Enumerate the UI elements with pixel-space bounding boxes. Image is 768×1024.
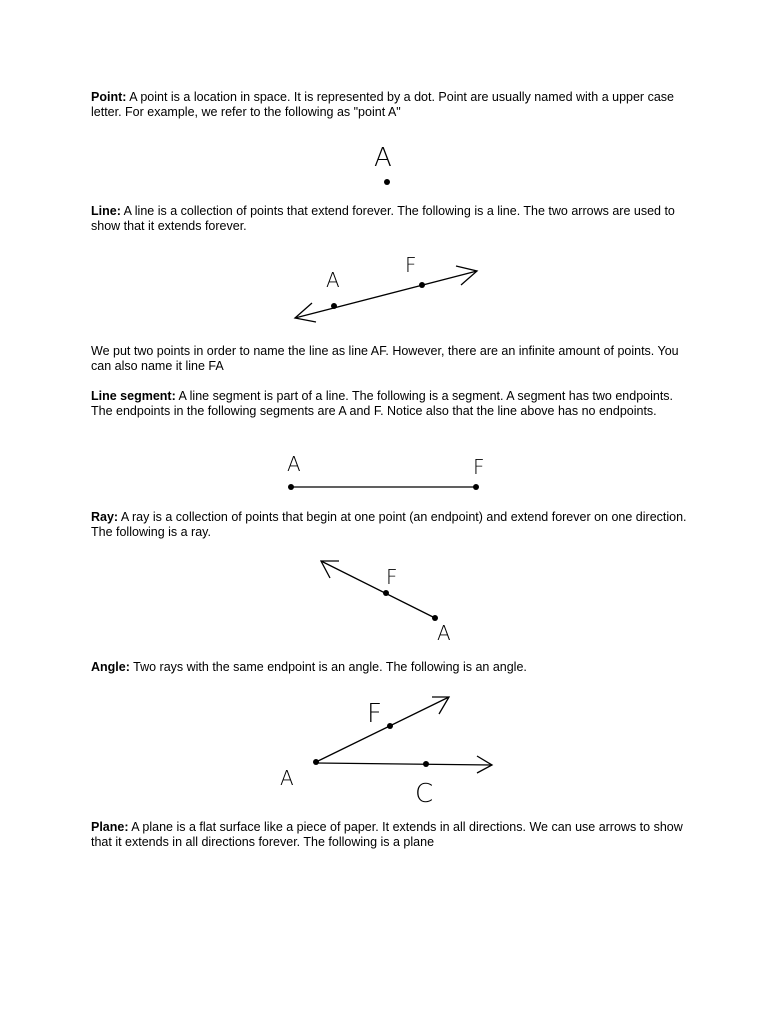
angle-ray-ac [316, 763, 492, 765]
line-text: A line is a collection of points that extend forever. The following is a line. The two arrows are used to show that it extends forever. [91, 204, 675, 233]
angle-term: Angle: [91, 660, 130, 674]
angle-label-f: F [367, 699, 382, 729]
segment-text: A line segment is part of a line. The following is a segment. A segment has two endpoints. The endpoints in the following segments are A and F. Notice also that the line above has no endpoints. [91, 389, 674, 418]
ray-term: Ray: [91, 510, 119, 524]
point-text: A point is a location in space. It is represented by a dot. Point are usually named with a upper case letter. For example, we refer to the following as "point A" [91, 90, 674, 119]
angle-ray-af [316, 697, 449, 762]
segment-label-f: F [473, 455, 485, 479]
segment-label-a: A [287, 452, 301, 476]
point-term: Point: [91, 90, 127, 104]
ray-label-f: F [386, 565, 398, 589]
angle-text: Two rays with the same endpoint is an angle. The following is an angle. [129, 660, 527, 674]
segment-term: Line segment: [91, 389, 176, 403]
angle-label-a: A [280, 766, 294, 790]
plane-text: A plane is a flat surface like a piece of paper. It extends in all directions. We can use arrows to show that it extends in all directions forever. The following is a plane [91, 820, 683, 849]
ray-text: A ray is a collection of points that begin at one point (an endpoint) and extend forever on one direction. The following is a ray. [91, 510, 687, 539]
line-label-f: F [405, 253, 417, 277]
plane-term: Plane: [91, 820, 129, 834]
angle-point-c [423, 761, 429, 767]
line-note-text: We put two points in order to name the line as line AF. However, there are an infinite amount of points. You can also name it line FA [91, 344, 679, 373]
angle-vertex-a [313, 759, 319, 765]
angle-arrow-af-icon [432, 697, 449, 714]
angle-label-c: C [415, 779, 434, 809]
plane-paragraph [91, 820, 691, 849]
angle-point-f [387, 723, 393, 729]
ray-label-a: A [437, 621, 451, 645]
point-label-a: A [374, 143, 392, 173]
line-label-a: A [326, 268, 340, 292]
line-term: Line: [91, 204, 121, 218]
